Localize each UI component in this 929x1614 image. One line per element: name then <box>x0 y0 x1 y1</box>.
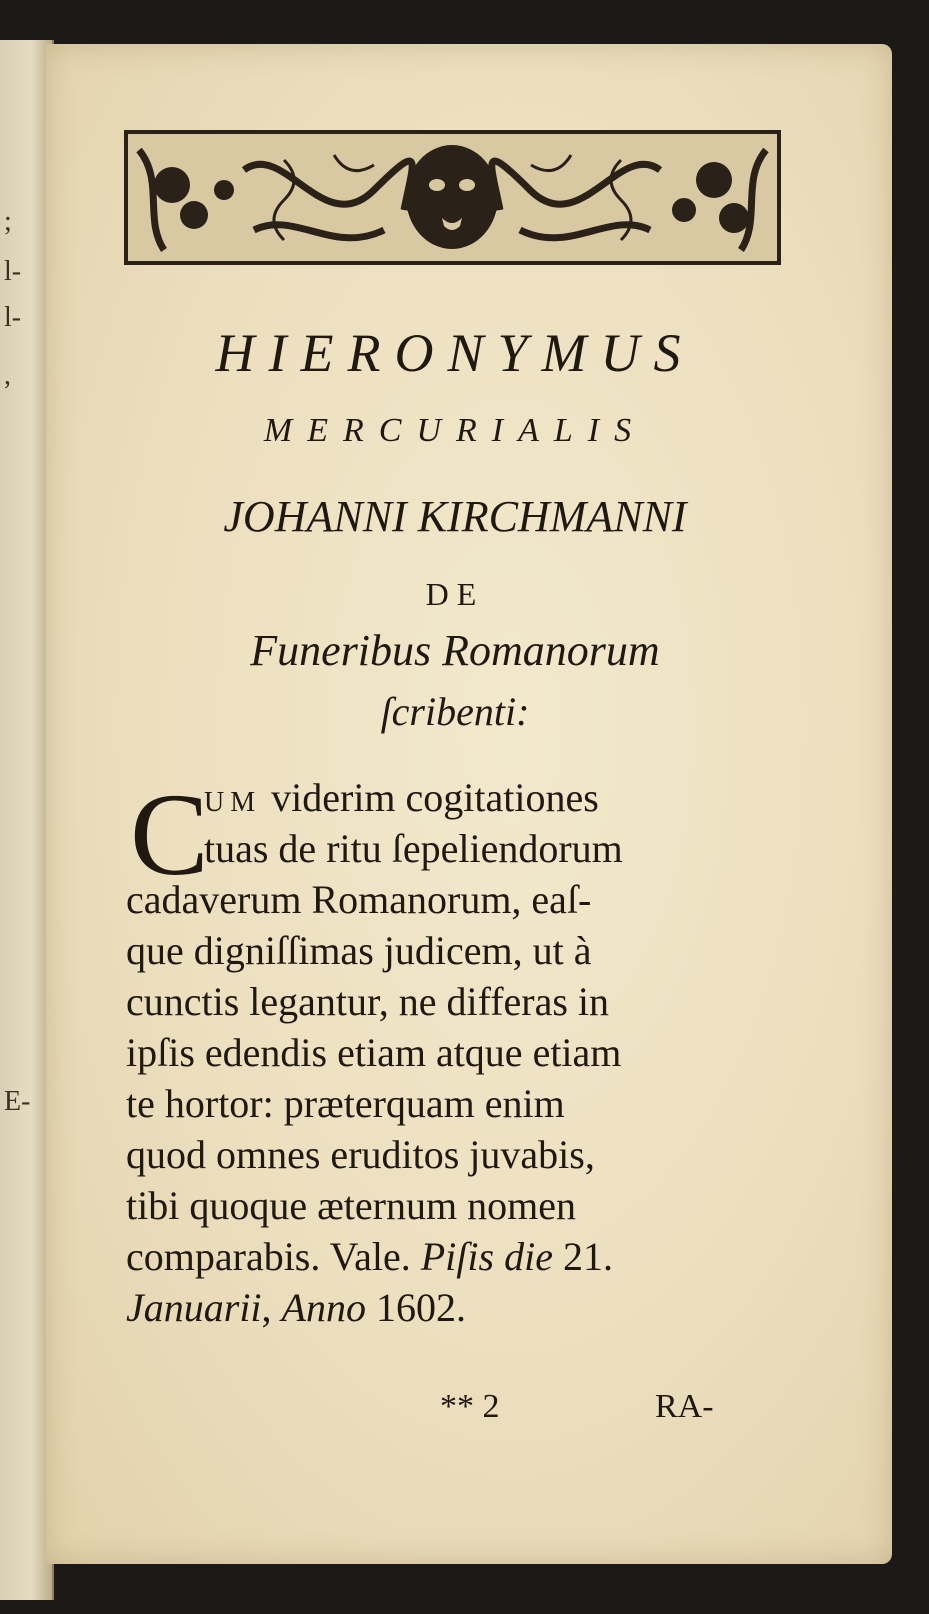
body-text: te hortor: præterquam enim <box>126 1081 565 1126</box>
body-line <box>204 823 623 875</box>
body-text: viderim cogitationes <box>261 775 599 820</box>
body-line <box>126 874 591 926</box>
signature-mark: ** 2 <box>440 1388 500 1425</box>
facing-page-fragment: E- <box>4 1086 31 1117</box>
anno-italic: Anno <box>281 1285 366 1330</box>
body-text: 21. <box>552 1234 613 1279</box>
small-caps: UM <box>204 787 262 818</box>
heading-scribenti: ſcribenti: <box>380 689 530 734</box>
body-text: 1602. <box>365 1285 466 1330</box>
place-date-italic: Piſis die <box>420 1234 553 1279</box>
facing-page-fragment: l- <box>4 256 22 287</box>
body-line <box>126 1129 595 1181</box>
catchword: RA- <box>655 1388 714 1425</box>
facing-page-fragment: l- <box>4 302 22 333</box>
body-line <box>126 1180 576 1232</box>
body-line <box>126 976 609 1028</box>
body-line <box>126 1078 565 1130</box>
facing-page-fragment: ; <box>4 206 12 237</box>
body-line <box>126 1231 613 1283</box>
body-text: quod omnes eruditos juvabis, <box>126 1132 595 1177</box>
body-text: comparabis. Vale. <box>126 1234 421 1279</box>
heading-work-title: Funeribus Romanorum <box>250 626 660 675</box>
body-line <box>126 1027 621 1079</box>
body-text: ipſis edendis etiam atque etiam <box>126 1030 622 1075</box>
body-text: cunctis legantur, ne differas in <box>126 979 610 1024</box>
facing-page-fragment: , <box>4 360 11 391</box>
month-italic: Januarii <box>126 1285 262 1330</box>
body-text: tibi quoque æternum nomen <box>126 1183 576 1228</box>
heading-de: DE <box>425 576 485 612</box>
body-line <box>126 1282 466 1334</box>
heading-addressee: JOHANNI KIRCHMANNI <box>223 492 687 541</box>
body-line <box>126 925 591 977</box>
heading-author: HIERONYMUS <box>215 323 695 383</box>
heading-author-surname: MERCURIALIS <box>263 412 647 449</box>
body-text: , <box>261 1285 282 1330</box>
body-line <box>204 772 599 829</box>
drop-capital: C <box>130 769 209 900</box>
body-text: que digniſſimas judicem, ut à <box>126 928 592 973</box>
woodcut-headpiece-icon <box>124 130 781 265</box>
body-text: tuas de ritu ſepeliendorum <box>204 826 623 871</box>
body-text: cadaverum Romanorum, eaſ- <box>126 877 592 922</box>
